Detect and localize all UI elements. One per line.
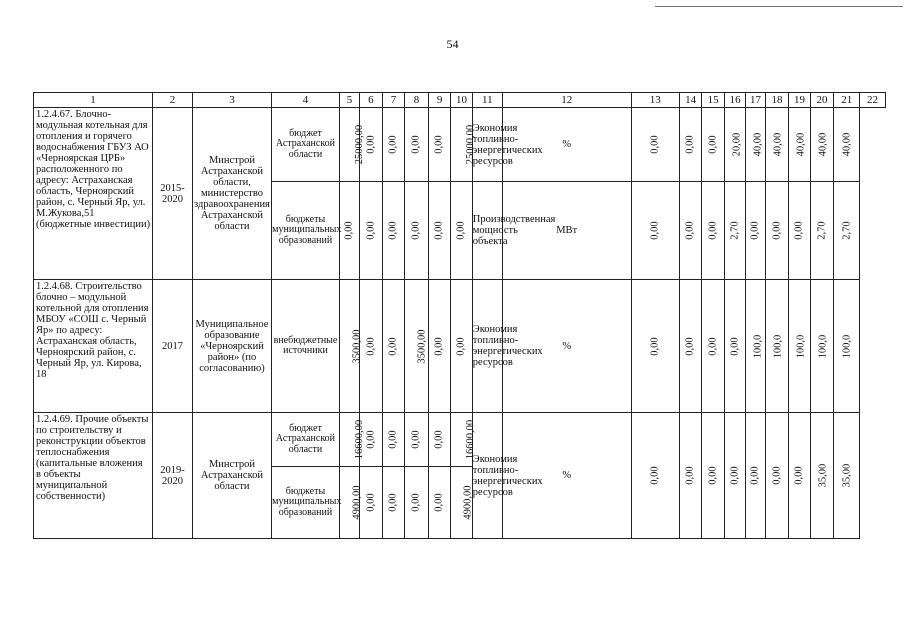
target-value <box>810 108 834 182</box>
column-header: 7 <box>382 93 405 108</box>
amount-cell <box>405 108 429 182</box>
target-value-text: 0,00 <box>685 336 697 356</box>
target-value <box>765 413 789 539</box>
target-value <box>789 108 810 182</box>
target-value-text: 0,00 <box>649 336 661 356</box>
amount-cell <box>428 280 451 413</box>
amount-cell <box>339 467 363 539</box>
amount-cell-text: 0,00 <box>411 493 422 512</box>
amount-cell <box>360 467 383 539</box>
amount-cell <box>405 280 429 413</box>
indicator-unit: % <box>502 280 631 413</box>
amount-cell <box>382 413 405 467</box>
target-value <box>765 108 789 182</box>
target-value <box>631 108 679 182</box>
target-value <box>631 280 679 413</box>
column-header: 10 <box>451 93 472 108</box>
indicator-name: Производственная мощность объекта <box>472 182 502 280</box>
amount-cell-text: 0,00 <box>434 336 446 356</box>
column-header: 18 <box>765 93 789 108</box>
amount-cell <box>451 280 472 413</box>
amount-cell-text: 0,00 <box>434 430 446 449</box>
table-row <box>34 280 886 413</box>
amount-cell-text: 3500,00 <box>416 328 428 364</box>
target-value <box>834 108 860 182</box>
amount-cell <box>382 182 405 280</box>
target-value-text: 0,00 <box>729 466 741 485</box>
amount-cell-text: 0,00 <box>387 430 399 449</box>
target-value-text: 0,00 <box>649 466 661 485</box>
target-value-text: 0,00 <box>707 135 719 154</box>
target-value-text: 0,00 <box>750 466 762 485</box>
amount-cell-text: 25000,00 <box>465 124 477 165</box>
executor: Муниципальное образование «Черноярский район» (по согласованию) <box>192 280 271 413</box>
amount-cell-text: 4900,00 <box>351 485 363 520</box>
amount-cell <box>428 182 451 280</box>
target-value <box>765 182 789 280</box>
column-header: 22 <box>860 93 886 108</box>
amount-cell-text: 0,00 <box>365 430 377 449</box>
target-value-text: 35,00 <box>817 463 829 488</box>
target-value-text: 0,00 <box>685 135 697 154</box>
column-header: 9 <box>428 93 451 108</box>
column-header: 15 <box>702 93 725 108</box>
target-value <box>724 182 745 280</box>
amount-cell <box>451 108 477 182</box>
target-value <box>679 280 702 413</box>
amount-cell <box>451 182 472 280</box>
column-header: 6 <box>360 93 383 108</box>
target-value-text: 0,00 <box>707 466 719 485</box>
target-value <box>834 280 860 413</box>
target-value <box>810 280 834 413</box>
target-value-text: 35,00 <box>841 463 853 488</box>
amount-cell <box>339 182 359 280</box>
target-value-text: 2,70 <box>841 221 853 240</box>
target-value <box>834 182 860 280</box>
column-header: 12 <box>502 93 631 108</box>
amount-cell-text: 25000,00 <box>353 124 365 165</box>
amount-cell <box>382 108 405 182</box>
target-value-text: 2,70 <box>816 221 828 240</box>
target-value-text: 0,00 <box>729 336 741 356</box>
target-value <box>789 413 810 539</box>
amount-cell <box>451 413 477 467</box>
period: 2015- 2020 <box>153 108 193 280</box>
column-header: 17 <box>746 93 765 108</box>
target-value <box>702 108 725 182</box>
target-value-text: 40,00 <box>841 132 853 157</box>
target-value-text: 40,00 <box>772 132 783 157</box>
amount-cell-text: 0,00 <box>365 336 377 356</box>
column-header: 14 <box>679 93 702 108</box>
target-value <box>834 413 860 539</box>
column-header: 2 <box>153 93 193 108</box>
amount-cell-text: 16600,00 <box>353 419 365 460</box>
target-value <box>702 182 725 280</box>
amount-cell-text: 16600,00 <box>465 419 477 460</box>
column-header: 8 <box>405 93 429 108</box>
amount-cell <box>360 182 383 280</box>
table-row <box>34 413 886 467</box>
column-header: 19 <box>789 93 810 108</box>
target-value-text: 0,00 <box>685 221 697 240</box>
column-header: 20 <box>810 93 834 108</box>
object-name: 1.2.4.68. Строительство блочно – модульной котельной для отопления МБОУ «СОШ с. Черный Яр» по адресу: Астраханская область, Черноярский район, с. Черный Яр, ул. Кирова, 18 <box>34 280 153 413</box>
column-header: 16 <box>724 93 745 108</box>
indicator-unit: % <box>502 413 631 539</box>
amount-cell-text: 0,00 <box>387 135 399 154</box>
indicator-name: Экономия топливно-энергетических ресурсов <box>472 280 502 413</box>
target-value-text: 0,00 <box>771 221 783 240</box>
amount-cell-text: 3500,00 <box>351 328 363 364</box>
amount-cell <box>428 413 451 467</box>
target-value <box>679 413 702 539</box>
target-value <box>702 280 725 413</box>
funding-source: бюджеты муниципальных образований <box>272 467 340 539</box>
target-value <box>789 280 810 413</box>
amount-cell-text: 0,00 <box>434 135 446 154</box>
amount-cell <box>382 280 405 413</box>
object-name: 1.2.4.69. Прочие объекты по строительству и реконструкции объектов теплоснабжения (капитальные вложения в объекты муниципальной собственности) <box>34 413 153 539</box>
column-header: 11 <box>472 93 502 108</box>
target-value <box>679 182 702 280</box>
target-value <box>810 413 834 539</box>
target-value <box>724 108 745 182</box>
funding-source: внебюджетные источники <box>272 280 340 413</box>
amount-cell-text: 0,00 <box>387 493 399 512</box>
amount-cell-text: 0,00 <box>456 336 468 356</box>
target-value-text: 0,00 <box>685 466 697 485</box>
amount-cell-text: 0,00 <box>411 135 422 154</box>
object-name: 1.2.4.67. Блочно-модульная котельная для отопления и горячего водоснабжения ГБУЗ АО «Черноярская ЦРБ» расположенного по адресу: Астраханская область, Черноярский район, с. Черный Яр, ул. М.Жукова,51 (бюджетные инвестиции) <box>34 108 153 280</box>
program-table <box>33 92 886 539</box>
column-header: 3 <box>192 93 271 108</box>
executor: Минстрой Астраханской области <box>192 413 271 539</box>
target-value <box>746 280 765 413</box>
funding-source: бюджет Астраханской области <box>272 413 340 467</box>
amount-cell-text: 0,00 <box>387 221 399 240</box>
amount-cell-text: 0,00 <box>343 221 355 240</box>
amount-cell-text: 0,00 <box>456 221 468 240</box>
target-value <box>724 280 745 413</box>
executor: Минстрой Астраханской области, министерство здравоохранения Астраханской области <box>192 108 271 280</box>
target-value-text: 0,00 <box>707 336 719 356</box>
amount-cell <box>405 182 429 280</box>
column-header: 13 <box>631 93 679 108</box>
target-value <box>765 280 789 413</box>
indicator-unit: МВт <box>502 182 631 280</box>
amount-cell <box>339 280 363 413</box>
amount-cell <box>339 108 365 182</box>
target-value <box>631 182 679 280</box>
target-value <box>789 182 810 280</box>
target-value-text: 2,70 <box>729 221 741 240</box>
target-value-text: 20,00 <box>731 132 743 157</box>
target-value-text: 0,00 <box>794 221 805 240</box>
target-value <box>631 413 679 539</box>
period: 2019- 2020 <box>153 413 193 539</box>
funding-source: бюджет Астраханской области <box>272 108 340 182</box>
amount-cell <box>405 467 429 539</box>
target-value <box>746 108 765 182</box>
page-number: 54 <box>446 37 459 51</box>
amount-cell <box>405 413 429 467</box>
column-header: 21 <box>834 93 860 108</box>
amount-cell-text: 4900,00 <box>462 485 474 520</box>
amount-cell <box>428 467 451 539</box>
target-value-text: 0,00 <box>750 221 762 240</box>
target-value-text: 0,00 <box>649 221 661 240</box>
amount-cell-text: 0,00 <box>387 336 399 356</box>
target-value-text: 100,0 <box>795 334 807 358</box>
period: 2017 <box>153 280 193 413</box>
amount-cell-text: 0,00 <box>434 493 446 512</box>
top-rule <box>655 6 903 7</box>
table-row <box>34 108 886 182</box>
funding-source: бюджеты муниципальных образований <box>272 182 340 280</box>
amount-cell <box>360 280 383 413</box>
amount-cell <box>428 108 451 182</box>
target-value-text: 100,0 <box>772 334 783 358</box>
target-value <box>724 413 745 539</box>
target-value <box>746 182 765 280</box>
indicator-unit: % <box>502 108 631 182</box>
target-value <box>746 413 765 539</box>
target-value <box>702 413 725 539</box>
target-value-text: 0,00 <box>707 221 719 240</box>
amount-cell <box>451 467 472 539</box>
target-value-text: 0,00 <box>771 466 783 485</box>
target-value-text: 40,00 <box>795 132 807 157</box>
amount-cell <box>339 413 365 467</box>
target-value-text: 0,00 <box>649 135 661 154</box>
indicator-name: Экономия топливно-энергетических ресурсов <box>472 413 502 539</box>
target-value-text: 100,0 <box>841 334 853 358</box>
target-value-text: 40,00 <box>817 132 829 157</box>
column-header: 5 <box>339 93 359 108</box>
target-value-text: 40,00 <box>752 132 764 157</box>
amount-cell-text: 0,00 <box>411 430 422 449</box>
header-row <box>34 93 886 108</box>
amount-cell-text: 0,00 <box>411 221 422 240</box>
target-value-text: 0,00 <box>794 466 805 485</box>
target-value-text: 100,0 <box>817 334 829 358</box>
column-header: 1 <box>34 93 153 108</box>
amount-cell-text: 0,00 <box>365 493 377 512</box>
target-value-text: 100,0 <box>752 334 764 358</box>
target-value <box>679 108 702 182</box>
amount-cell-text: 0,00 <box>365 221 377 240</box>
indicator-name: Экономия топливно-энергетических ресурсов <box>472 108 502 182</box>
target-value <box>810 182 834 280</box>
amount-cell <box>382 467 405 539</box>
column-header: 4 <box>272 93 340 108</box>
amount-cell-text: 0,00 <box>365 135 377 154</box>
amount-cell-text: 0,00 <box>434 221 446 240</box>
